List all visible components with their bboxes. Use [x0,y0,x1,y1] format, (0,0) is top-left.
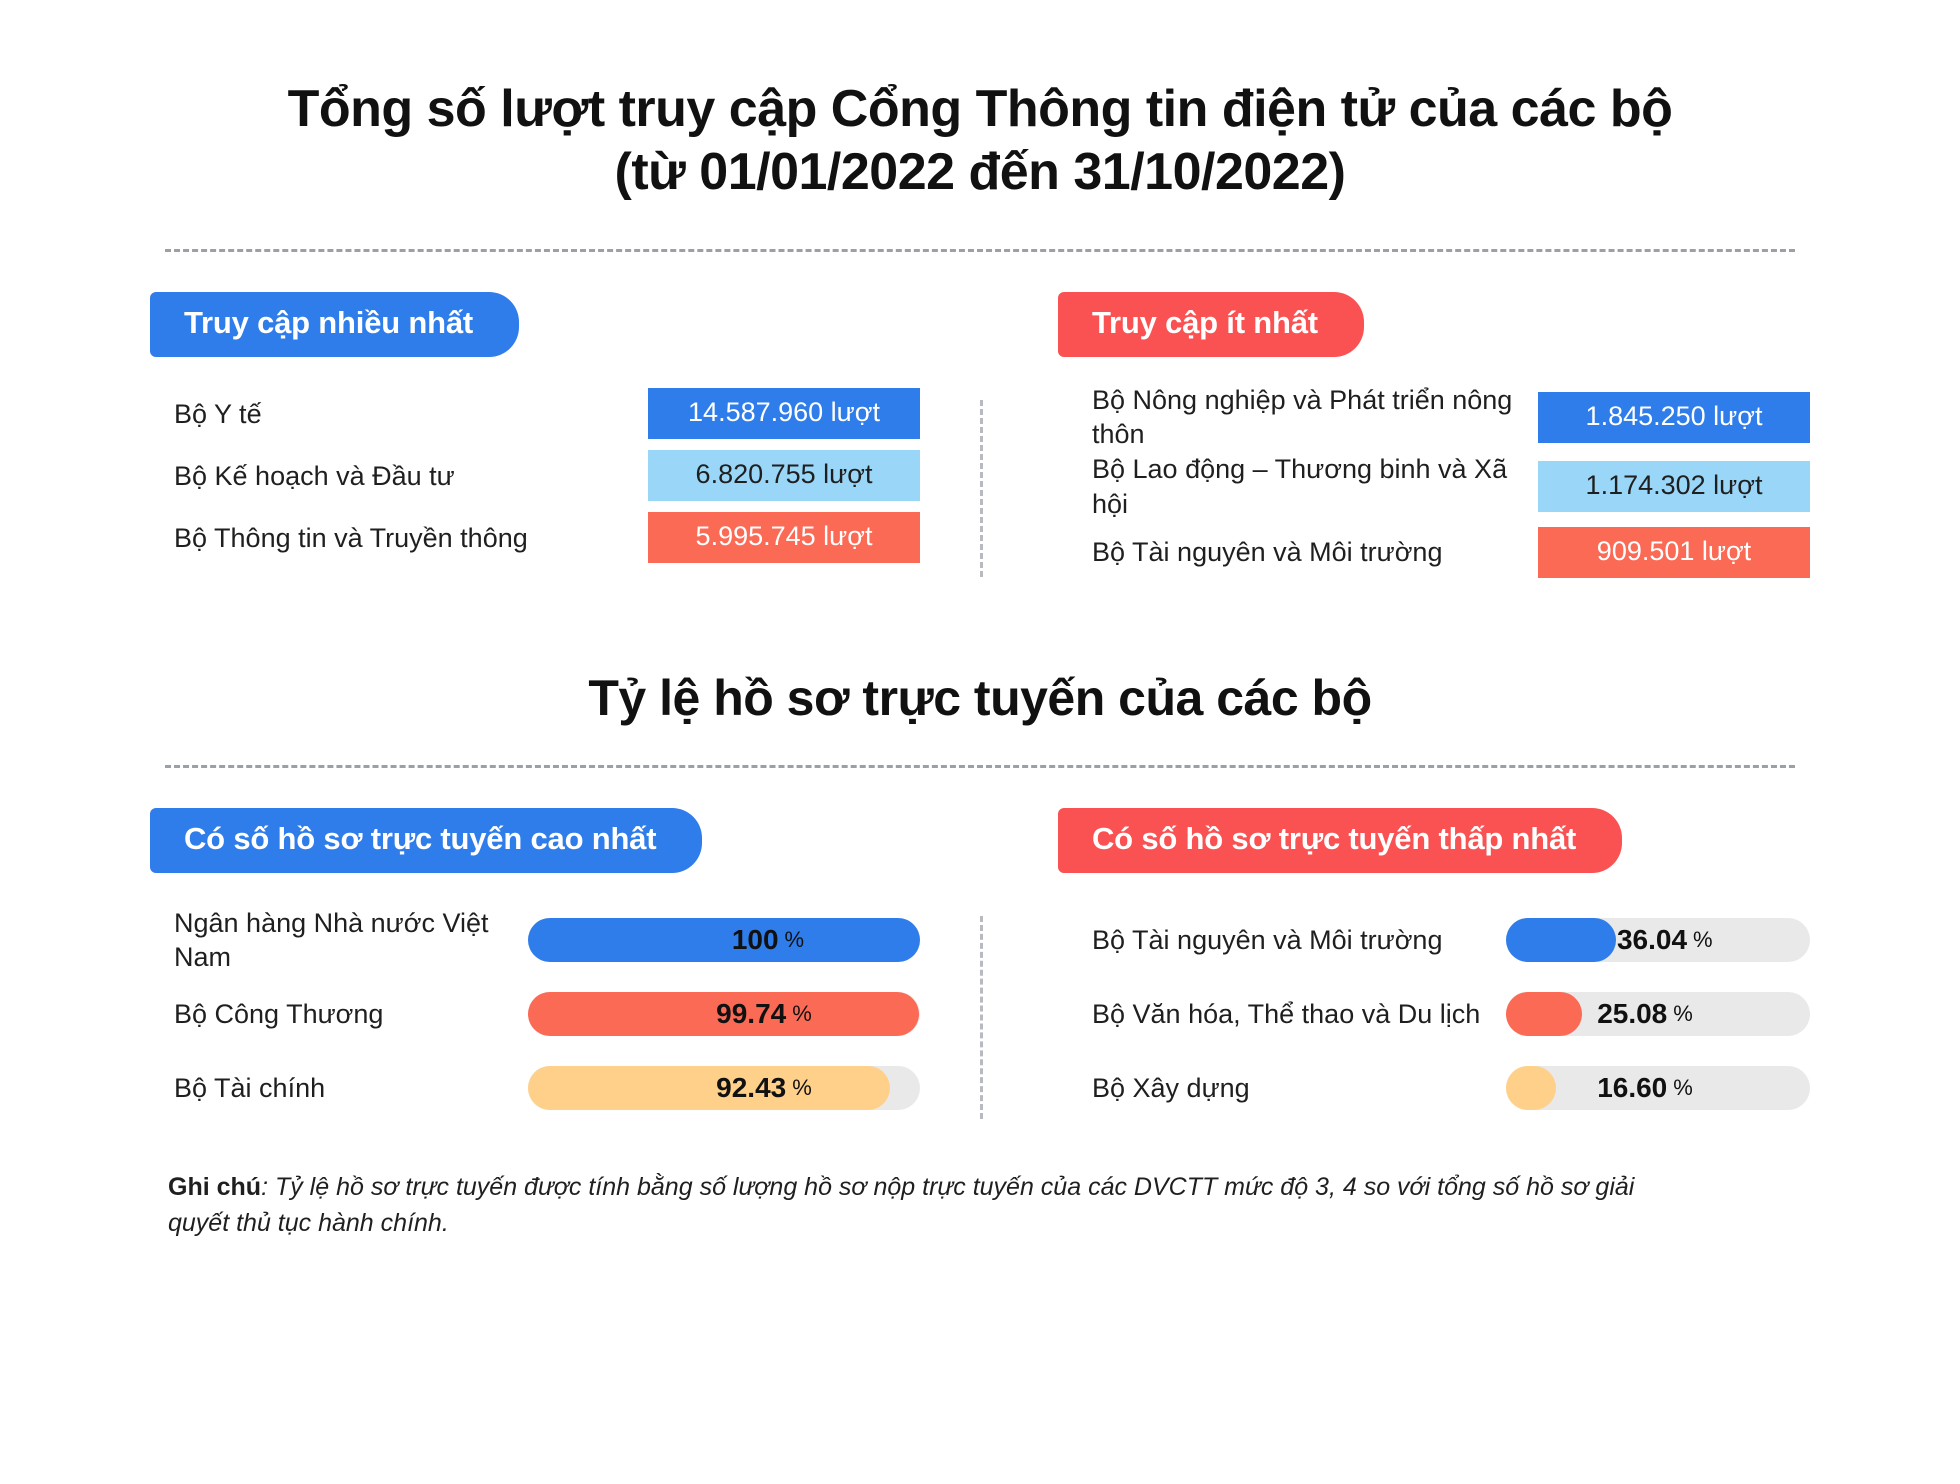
progress-unit: % [1693,927,1713,953]
visits-least-list [1058,383,1810,583]
ministry-name: Bộ Xây dựng [1092,1072,1250,1103]
progress-value: 100 [731,924,779,956]
ministry-name: Bộ Lao động – Thương binh và Xã hội [1092,453,1508,519]
online-column-divider [980,916,983,1119]
progress-label [1597,1066,1693,1110]
progress-unit: % [1673,1001,1693,1027]
visit-value: 909.501 lượt [1538,527,1810,578]
page-title-line2: (từ 01/01/2022 đến 31/10/2022) [614,143,1346,202]
ministry-name: Bộ Thông tin và Truyền thông [174,522,528,553]
visit-value: 14.587.960 lượt [648,388,920,439]
visits-column-divider [980,400,983,577]
online-lowest-list [1058,903,1810,1125]
progress-unit: % [792,1075,812,1101]
progress-track [1506,1066,1810,1110]
page-title [150,0,1810,205]
progress-value: 36.04 [1616,924,1688,956]
progress-unit: % [792,1001,812,1027]
visits-most-list [150,383,920,569]
visit-value: 6.820.755 lượt [648,450,920,501]
footnote-text: : Tỷ lệ hồ sơ trực tuyến được tính bằng số lượng hồ sơ nộp trực tuyến của các DVCTT mức độ 3, 4 so với tổng số hồ sơ giải quyết thủ tục hành chính. [168,1173,1635,1238]
table-row [150,383,920,445]
ministry-name: Bộ Nông nghiệp và Phát triển nông thôn [1092,384,1513,450]
footnote [150,1169,1810,1242]
online-section [150,808,1810,1125]
visits-section [150,292,1810,583]
progress-value: 16.60 [1597,1072,1668,1104]
ministry-name: Bộ Kế hoạch và Đầu tư [174,460,455,491]
visits-most-header: Truy cập nhiều nhất [150,292,519,357]
table-row [150,445,920,507]
table-row [1058,521,1810,583]
progress-unit: % [1673,1075,1693,1101]
progress-fill [1506,1066,1556,1110]
divider-top [165,249,1795,252]
ministry-name: Bộ Tài chính [174,1072,326,1103]
online-highest-header: Có số hồ sơ trực tuyến cao nhất [150,808,702,873]
online-lowest-column [980,808,1810,1125]
table-row [1058,452,1810,521]
ministry-name: Bộ Tài nguyên và Môi trường [1092,536,1443,567]
progress-track [528,992,920,1036]
ministry-name: Ngân hàng Nhà nước Việt Nam [174,907,489,973]
table-row [1058,383,1810,452]
section-title-online: Tỷ lệ hồ sơ trực tuyến của các bộ [588,670,1372,727]
progress-unit: % [784,927,805,953]
progress-label [716,992,812,1036]
progress-fill [528,918,920,962]
progress-label [1597,992,1693,1036]
page-title-line1: Tổng số lượt truy cập Cổng Thông tin điện tử của các bộ [287,80,1673,138]
table-row [1058,977,1810,1051]
online-lowest-header: Có số hồ sơ trực tuyến thấp nhất [1058,808,1622,873]
progress-label [732,918,804,962]
visit-value: 5.995.745 lượt [648,512,920,563]
progress-value: 92.43 [716,1072,787,1104]
progress-fill [1506,992,1582,1036]
visit-value: 1.845.250 lượt [1538,392,1810,443]
ministry-name: Bộ Tài nguyên và Môi trường [1092,924,1443,955]
table-row [150,977,920,1051]
table-row [1058,1051,1810,1125]
ministry-name: Bộ Y tế [174,398,262,429]
progress-value: 25.08 [1597,998,1668,1030]
visits-least-header: Truy cập ít nhất [1058,292,1364,357]
visits-most-column [150,292,980,583]
online-highest-list [150,903,920,1125]
progress-label [716,1066,812,1110]
divider-middle [165,765,1795,768]
online-highest-column [150,808,980,1125]
progress-track [1506,992,1810,1036]
ministry-name: Bộ Công Thương [174,998,384,1029]
table-row [1058,903,1810,977]
progress-value: 99.74 [716,998,787,1030]
visit-value: 1.174.302 lượt [1538,461,1810,512]
progress-track [528,1066,920,1110]
table-row [150,903,920,977]
table-row [150,1051,920,1125]
visits-least-column [980,292,1810,583]
ministry-name: Bộ Văn hóa, Thể thao và Du lịch [1092,998,1481,1029]
footnote-label: Ghi chú [168,1173,262,1202]
progress-fill [1506,918,1616,962]
progress-track [528,918,920,962]
table-row [150,507,920,569]
progress-fill [528,1066,890,1110]
progress-track [1506,918,1810,962]
progress-label [1617,918,1713,962]
